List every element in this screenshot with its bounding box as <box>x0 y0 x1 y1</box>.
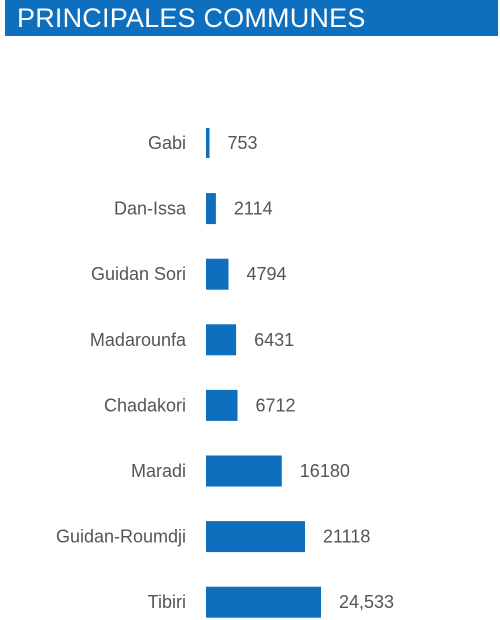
value-label: 6431 <box>254 329 295 350</box>
value-label: 21118 <box>323 526 371 547</box>
category-label: Gabi <box>147 133 186 153</box>
value-label: 2114 <box>233 198 273 219</box>
value-label: 4794 <box>246 264 287 285</box>
category-label: Dan-Issa <box>113 198 186 219</box>
category-label: Guidan-Roumdji <box>55 526 186 547</box>
value-label: 24,533 <box>339 592 395 613</box>
bar-maradi <box>206 456 282 487</box>
bar-guidan-sori <box>206 259 229 290</box>
category-label: Chadakori <box>103 395 186 416</box>
bar-madarounfa <box>206 324 236 355</box>
bar-dan-issa <box>206 193 216 224</box>
bar-guidan-roumdji <box>206 521 305 552</box>
value-label: 6712 <box>255 395 296 416</box>
category-label: Madarounfa <box>89 329 186 350</box>
bar-gabi <box>206 128 210 158</box>
category-label: Tibiri <box>147 592 186 613</box>
bar-chadakori <box>206 390 238 421</box>
category-label: Guidan Sori <box>90 264 186 285</box>
bar-tibiri <box>206 587 321 618</box>
category-label: Maradi <box>130 461 186 481</box>
value-label: 16180 <box>299 461 350 481</box>
chart-title: PRINCIPALES COMMUNES <box>5 0 498 36</box>
value-label: 753 <box>227 133 258 153</box>
